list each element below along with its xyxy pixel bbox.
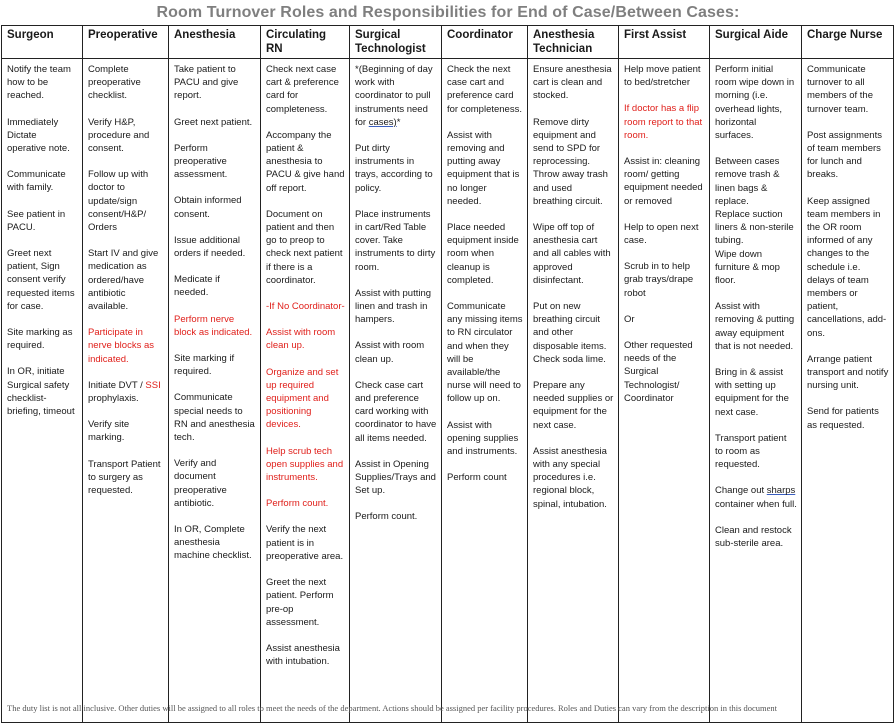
duty-item: Assist with opening supplies and instruments. [447,419,519,458]
duty-item: Issue additional orders if needed. [174,234,246,260]
column-header-anesthesia: Anesthesia [169,26,261,59]
duty-item: Assist anesthesia with intubation. [266,642,340,668]
duty-item: Greet next patient. [174,116,253,128]
duty-item: Perform count [447,472,507,484]
duty-item: Assist in Opening Supplies/Trays and Set up. [355,458,436,497]
duty-item: Follow up with doctor to update/sign consent/H&P/ Orders [88,169,149,234]
duty-item: Ensure anesthesia cart is clean and stocked. [533,64,612,102]
duty-item: Verify site marking. [88,419,130,444]
duty-item: Take patient to PACU and give report. [174,64,239,102]
duty-item: -If No Coordinator- [266,301,345,313]
duty-item: Verify H&P, procedure and consent. [88,116,150,155]
duty-item: Notify the team how to be reached. [7,64,71,102]
duty-item: Place needed equipment inside room when cleanup is completed. [447,222,519,286]
duty-item: Accompany the patient & anesthesia to PACU & give hand off report. [266,129,345,194]
duty-item: Communicate with family. [7,169,66,194]
duty-item: Help scrub tech open supplies and instruments. [266,445,344,484]
column-header-circulating-rn: Circulating RN [261,26,350,59]
duty-item: Perform nerve block as indicated. [174,313,253,338]
column-cell-anesthesia-technician [528,59,619,723]
duties-row [2,59,894,723]
duty-item: Wipe off top of anesthesia cart and all cables with approved disinfectant. [533,222,611,286]
duty-item: Scrub in to help grab trays/drape robot [624,261,694,299]
header-row [2,26,894,59]
duty-item: Verify and document preoperative antibiotic. [174,458,227,509]
duty-item: Participate in nerve blocks as indicated. [88,327,155,365]
column-header-coordinator: Coordinator [442,26,528,59]
column-cell-surgical-technologist [350,59,442,723]
duty-item: Perform preoperative assessment. [174,142,228,181]
roles-table [1,25,894,723]
duty-item: Communicate turnover to all members of the turnover team. [807,64,873,115]
duty-item: Transport patient to room as requested. [715,432,787,471]
duty-item: Assist with room clean up. [355,340,425,365]
duty-item: Assist with room clean up. [266,327,336,352]
column-header-charge-nurse: Charge Nurse [802,26,894,59]
duty-item: If doctor has a flip room report to that room. [624,103,703,141]
duty-item: Help to open next case. [624,221,699,247]
duty-item: Communicate special needs to RN and anesthesia tech. [174,392,255,444]
duty-item: Between cases remove trash & linen bags & replace. [715,156,780,207]
duty-item: Perform count. [266,498,329,510]
duty-item [88,379,164,405]
duty-item: Immediately Dictate operative note. [7,116,70,155]
duty-text: Initiate DVT / [88,379,146,391]
duty-item: Arrange patient transport and notify nursing unit. [807,353,889,392]
duty-item: Prepare any needed supplies or equipment for the next case. [533,380,614,431]
page-title: Room Turnover Roles and Responsibilities for End of Case/Between Cases: [156,4,740,21]
duty-item: Site marking as required. [7,327,73,352]
column-cell-surgeon [2,59,83,723]
duty-item: Check case cart and preference card working with coordinator to have all items needed. [355,379,437,444]
duty-item: Greet the next patient. Perform pre-op assessment. [266,577,334,628]
column-cell-first-assist [619,59,710,723]
column-cell-preoperative [83,59,169,723]
column-cell-circulating-rn [261,59,350,723]
duty-item: Place instruments in cart/Red Table cover. Take instruments to dirty room. [355,208,436,273]
duty-item: Start IV and give medication as ordered/have antibiotic available. [88,248,159,313]
duty-item: Or [624,313,635,325]
duty-item: In OR, Complete anesthesia machine checklist. [174,524,252,562]
column-header-surgical-aide: Surgical Aide [710,26,802,59]
duty-item: Greet next patient, Sign consent verify requested items for case. [7,248,75,312]
duty-item: Post assignments of team members for lunch and breaks. [807,129,882,181]
column-header-surgical-technologist: Surgical Technologist [350,26,442,59]
duty-text: *(Beginning of day work with coordinator to pull instruments need for [355,64,433,128]
column-header-first-assist: First Assist [619,26,710,59]
duty-item: Replace suction liners & non-sterile tubing. [715,209,794,247]
column-cell-surgical-aide [710,59,802,723]
duty-item: Verify the next patient is in preoperative area. [266,524,344,562]
duty-item: Obtain informed consent. [174,195,242,220]
duty-item: Help move patient to bed/stretcher [624,64,701,89]
duty-item: Remove dirty equipment and send to SPD for reprocessing. Throw away trash and used breathing circuit. [533,116,608,207]
duty-text: container when full. [715,498,797,510]
duty-text-underlined: sharps [766,485,796,497]
duty-item [355,63,437,129]
duty-text: Change out [715,485,767,497]
duty-text-underlined: cases) [368,116,397,128]
duty-item: Communicate any missing items to RN circulator and when they will be available/the nurse will need to follow up on. [447,301,523,405]
duty-item: In OR, initiate Surgical safety checklist-briefing, timeout [7,366,75,418]
column-cell-coordinator [442,59,528,723]
duty-item: Assist anesthesia with any special procedures i.e. regional block, spinal, intubation. [533,445,607,510]
duty-item: Perform count. [355,511,418,523]
footnote: The duty list is not all inclusive. Other duties will be assigned to all roles to meet the needs of the department. Actions should be assigned per facility procedures. Roles and Duties can vary from the description in this document [7,703,778,713]
duty-item: Medicate if needed. [174,274,220,299]
duty-item: Check next case cart & preference card for completeness. [266,64,339,115]
duty-item: Assist with putting linen and trash in hampers. [355,287,432,326]
duty-item: Organize and set up required equipment and positioning devices. [266,366,339,431]
duty-item: Perform initial room wipe down in morning (i.e. overhead lights, horizontal surfaces. [715,64,795,142]
duty-item: Bring in & assist with setting up equipment for the next case. [715,367,789,418]
duty-item: Site marking if required. [174,353,235,378]
duty-item: Assist with removing & putting away equipment that is not needed. [715,301,795,352]
duty-item: Assist in: cleaning room/ getting equipment needed or removed [624,156,703,207]
duty-text: * [396,116,401,128]
duty-item: Complete preoperative checklist. [88,64,141,102]
column-header-anesthesia-technician: Anesthesia Technician [528,26,619,59]
duty-item: Document on patient and then go to preop to check next patient if there is a coordinator. [266,208,343,286]
duty-item: Check the next case cart and preference card for completeness. [447,64,522,115]
column-header-preoperative: Preoperative [83,26,169,59]
duty-item: Send for patients as requested. [807,406,879,431]
column-cell-charge-nurse [802,59,894,723]
duty-item: See patient in PACU. [7,208,66,233]
duty-item: Put dirty instruments in trays, according to policy. [355,143,433,194]
duty-item: Other requested needs of the Surgical Technologist/ Coordinator [624,340,693,404]
duty-item: Clean and restock sub-sterile area. [715,524,792,550]
duty-text: prophylaxis. [88,393,139,405]
duty-item: Keep assigned team members in the OR room informed of any changes to the schedule i.e. delays of team members or patient, cancellations, add-ons. [807,195,887,339]
duty-item [715,484,797,510]
column-cell-anesthesia [169,59,261,723]
duty-text-highlight: SSI [145,379,161,391]
duty-item: Put on new breathing circuit and other disposable items. Check soda lime. [533,301,607,365]
duty-item: Wipe down furniture & mop floor. [715,248,780,287]
duty-item: Assist with removing and putting away equipment that is no longer needed. [447,129,520,207]
duty-item: Transport Patient to surgery as requested. [88,458,161,497]
column-header-surgeon: Surgeon [2,26,83,59]
